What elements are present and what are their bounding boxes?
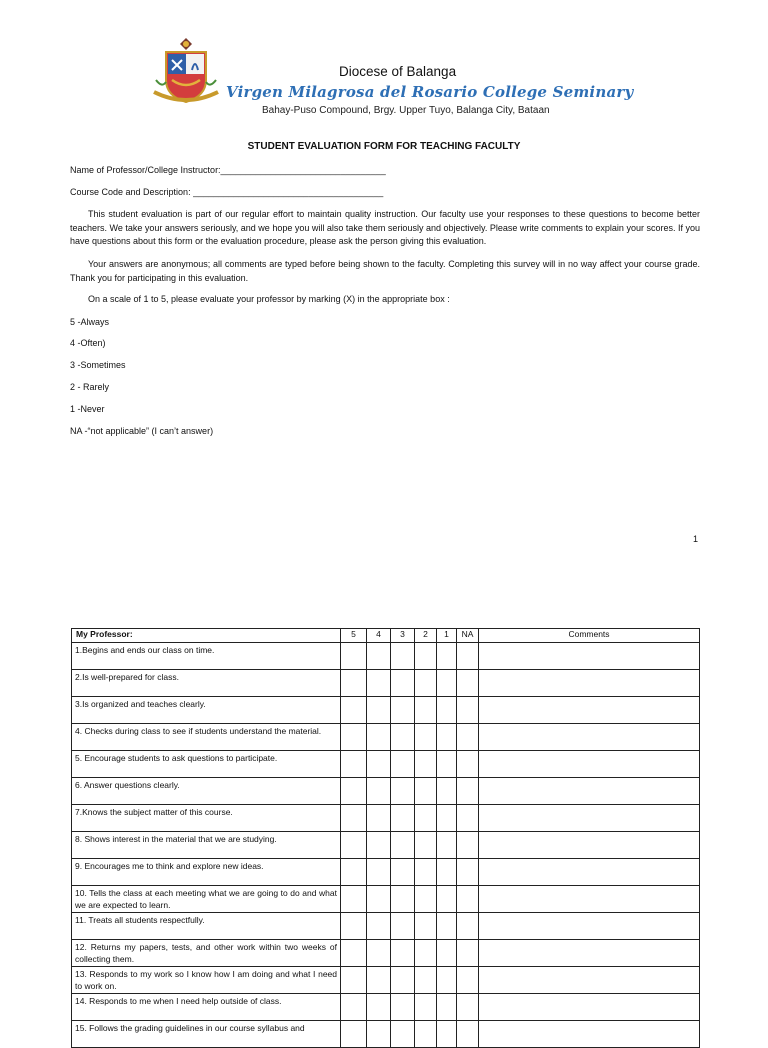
score-3-checkbox[interactable] <box>391 886 415 913</box>
comment-cell[interactable] <box>479 1021 700 1048</box>
score-5-checkbox[interactable] <box>341 832 367 859</box>
comment-cell[interactable] <box>479 778 700 805</box>
evaluation-item: 4. Checks during class to see if students understand the material. <box>72 724 341 751</box>
header-my-professor: My Professor: <box>72 629 341 643</box>
evaluation-item: 8. Shows interest in the material that we are studying. <box>72 832 341 859</box>
scale-item-5: 5 -Always <box>70 317 110 327</box>
comment-cell[interactable] <box>479 859 700 886</box>
score-4-checkbox[interactable] <box>367 940 391 967</box>
score-5-checkbox[interactable] <box>341 805 367 832</box>
score-5-checkbox[interactable] <box>341 913 367 940</box>
score-na-checkbox[interactable] <box>457 724 479 751</box>
scale-instruction: On a scale of 1 to 5, please evaluate your professor by marking (X) in the appropriate box : <box>88 294 450 304</box>
table-row <box>72 859 700 886</box>
page-number: 1 <box>693 534 699 544</box>
score-na-checkbox[interactable] <box>457 751 479 778</box>
score-2-checkbox[interactable] <box>415 1021 437 1048</box>
score-2-checkbox[interactable] <box>415 697 437 724</box>
comment-cell[interactable] <box>479 832 700 859</box>
evaluation-item: 2.Is well-prepared for class. <box>72 670 341 697</box>
comment-cell[interactable] <box>479 886 700 913</box>
evaluation-item: 7.Knows the subject matter of this course. <box>72 805 341 832</box>
score-4-checkbox[interactable] <box>367 805 391 832</box>
score-na-checkbox[interactable] <box>457 778 479 805</box>
header-comments: Comments <box>479 629 700 643</box>
score-2-checkbox[interactable] <box>415 805 437 832</box>
evaluation-item: 6. Answer questions clearly. <box>72 778 341 805</box>
table-row <box>72 724 700 751</box>
comment-cell[interactable] <box>479 805 700 832</box>
diocese-name: Diocese of Balanga <box>339 64 457 79</box>
score-3-checkbox[interactable] <box>391 643 415 670</box>
score-na-checkbox[interactable] <box>457 859 479 886</box>
table-row <box>72 1021 700 1048</box>
score-4-checkbox[interactable] <box>367 886 391 913</box>
score-na-checkbox[interactable] <box>457 967 479 994</box>
score-1-checkbox[interactable] <box>437 724 457 751</box>
comment-cell[interactable] <box>479 697 700 724</box>
score-2-checkbox[interactable] <box>415 913 437 940</box>
score-1-checkbox[interactable] <box>437 832 457 859</box>
score-3-checkbox[interactable] <box>391 994 415 1021</box>
score-4-checkbox[interactable] <box>367 1021 391 1048</box>
score-na-checkbox[interactable] <box>457 670 479 697</box>
score-1-checkbox[interactable] <box>437 859 457 886</box>
table-row <box>72 994 700 1021</box>
evaluation-item: 5. Encourage students to ask questions to participate. <box>72 751 341 778</box>
score-na-checkbox[interactable] <box>457 886 479 913</box>
score-2-checkbox[interactable] <box>415 751 437 778</box>
score-5-checkbox[interactable] <box>341 724 367 751</box>
comment-cell[interactable] <box>479 994 700 1021</box>
evaluation-item: 15. Follows the grading guidelines in our course syllabus and <box>72 1021 341 1048</box>
score-3-checkbox[interactable] <box>391 859 415 886</box>
score-5-checkbox[interactable] <box>341 940 367 967</box>
header-score-2: 2 <box>415 629 437 643</box>
evaluation-item: 1.Begins and ends our class on time. <box>72 643 341 670</box>
evaluation-item: 10. Tells the class at each meeting what we are going to do and what we are expected to learn. <box>72 886 341 913</box>
score-4-checkbox[interactable] <box>367 913 391 940</box>
evaluation-item: 9. Encourages me to think and explore new ideas. <box>72 859 341 886</box>
evaluation-item: 12. Returns my papers, tests, and other work within two weeks of collecting them. <box>72 940 341 967</box>
score-na-checkbox[interactable] <box>457 994 479 1021</box>
score-3-checkbox[interactable] <box>391 778 415 805</box>
score-2-checkbox[interactable] <box>415 886 437 913</box>
score-2-checkbox[interactable] <box>415 670 437 697</box>
seminary-name: Virgen Milagrosa del Rosario College Seminary <box>226 83 634 101</box>
score-5-checkbox[interactable] <box>341 670 367 697</box>
table-row <box>72 805 700 832</box>
comment-cell[interactable] <box>479 913 700 940</box>
score-5-checkbox[interactable] <box>341 643 367 670</box>
score-1-checkbox[interactable] <box>437 967 457 994</box>
comment-cell[interactable] <box>479 940 700 967</box>
score-2-checkbox[interactable] <box>415 859 437 886</box>
score-5-checkbox[interactable] <box>341 967 367 994</box>
score-3-checkbox[interactable] <box>391 751 415 778</box>
scale-item-1: 1 -Never <box>70 404 105 414</box>
evaluation-item: 14. Responds to me when I need help outside of class. <box>72 994 341 1021</box>
table-row <box>72 670 700 697</box>
score-4-checkbox[interactable] <box>367 670 391 697</box>
score-2-checkbox[interactable] <box>415 724 437 751</box>
intro-paragraph: This student evaluation is part of our regular effort to maintain quality instruction. Our faculty use your responses to these questions to become better teachers. We take your answers seriously, and we hope you will also take them seriously and objectively. Please write comments to explain your scores. If you have questions about this form or the evaluation procedure, please ask the person giving this evaluation. <box>70 209 700 247</box>
table-row <box>72 967 700 994</box>
score-na-checkbox[interactable] <box>457 1021 479 1048</box>
score-4-checkbox[interactable] <box>367 697 391 724</box>
score-1-checkbox[interactable] <box>437 670 457 697</box>
score-4-checkbox[interactable] <box>367 994 391 1021</box>
header-score-na: NA <box>457 629 479 643</box>
score-3-checkbox[interactable] <box>391 670 415 697</box>
professor-name-field[interactable]: Name of Professor/College Instructor:_________________________________ <box>70 165 386 175</box>
score-3-checkbox[interactable] <box>391 967 415 994</box>
score-na-checkbox[interactable] <box>457 697 479 724</box>
comment-cell[interactable] <box>479 724 700 751</box>
score-4-checkbox[interactable] <box>367 832 391 859</box>
score-na-checkbox[interactable] <box>457 805 479 832</box>
score-na-checkbox[interactable] <box>457 940 479 967</box>
header-score-1: 1 <box>437 629 457 643</box>
header-score-5: 5 <box>341 629 367 643</box>
score-1-checkbox[interactable] <box>437 751 457 778</box>
score-3-checkbox[interactable] <box>391 913 415 940</box>
score-2-checkbox[interactable] <box>415 994 437 1021</box>
score-5-checkbox[interactable] <box>341 751 367 778</box>
comment-cell[interactable] <box>479 643 700 670</box>
score-2-checkbox[interactable] <box>415 643 437 670</box>
score-4-checkbox[interactable] <box>367 751 391 778</box>
score-4-checkbox[interactable] <box>367 778 391 805</box>
evaluation-item: 3.Is organized and teaches clearly. <box>72 697 341 724</box>
score-4-checkbox[interactable] <box>367 859 391 886</box>
form-title: STUDENT EVALUATION FORM FOR TEACHING FACULTY <box>247 141 521 152</box>
score-5-checkbox[interactable] <box>341 886 367 913</box>
score-4-checkbox[interactable] <box>367 724 391 751</box>
table-row <box>72 886 700 913</box>
score-2-checkbox[interactable] <box>415 832 437 859</box>
seminary-seal-logo <box>152 36 220 108</box>
score-1-checkbox[interactable] <box>437 913 457 940</box>
scale-item-3: 3 -Sometimes <box>70 360 126 370</box>
score-1-checkbox[interactable] <box>437 1021 457 1048</box>
table-row <box>72 643 700 670</box>
score-3-checkbox[interactable] <box>391 940 415 967</box>
table-row <box>72 940 700 967</box>
scale-item-na: NA -“not applicable” (I can’t answer) <box>70 426 214 436</box>
seminary-address: Bahay-Puso Compound, Brgy. Upper Tuyo, Balanga City, Bataan <box>262 105 550 116</box>
score-na-checkbox[interactable] <box>457 832 479 859</box>
score-na-checkbox[interactable] <box>457 643 479 670</box>
score-3-checkbox[interactable] <box>391 697 415 724</box>
score-3-checkbox[interactable] <box>391 832 415 859</box>
score-2-checkbox[interactable] <box>415 778 437 805</box>
score-5-checkbox[interactable] <box>341 859 367 886</box>
score-3-checkbox[interactable] <box>391 724 415 751</box>
score-1-checkbox[interactable] <box>437 994 457 1021</box>
table-row <box>72 832 700 859</box>
score-4-checkbox[interactable] <box>367 967 391 994</box>
table-row <box>72 751 700 778</box>
scale-item-2: 2 - Rarely <box>70 382 110 392</box>
table-row <box>72 697 700 724</box>
score-1-checkbox[interactable] <box>437 940 457 967</box>
table-header-row <box>72 629 700 643</box>
comment-cell[interactable] <box>479 967 700 994</box>
score-1-checkbox[interactable] <box>437 886 457 913</box>
header-score-4: 4 <box>367 629 391 643</box>
comment-cell[interactable] <box>479 670 700 697</box>
score-2-checkbox[interactable] <box>415 967 437 994</box>
scale-item-4: 4 -Often) <box>70 338 106 348</box>
course-code-field[interactable]: Course Code and Description: ______________________________________ <box>70 187 384 197</box>
evaluation-table <box>71 628 700 1048</box>
score-5-checkbox[interactable] <box>341 1021 367 1048</box>
score-5-checkbox[interactable] <box>341 994 367 1021</box>
score-5-checkbox[interactable] <box>341 778 367 805</box>
evaluation-item: 11. Treats all students respectfully. <box>72 913 341 940</box>
score-1-checkbox[interactable] <box>437 805 457 832</box>
score-1-checkbox[interactable] <box>437 697 457 724</box>
table-row <box>72 913 700 940</box>
score-5-checkbox[interactable] <box>341 697 367 724</box>
score-3-checkbox[interactable] <box>391 805 415 832</box>
evaluation-item: 13. Responds to my work so I know how I am doing and what I need to work on. <box>72 967 341 994</box>
header-score-3: 3 <box>391 629 415 643</box>
score-1-checkbox[interactable] <box>437 778 457 805</box>
score-4-checkbox[interactable] <box>367 643 391 670</box>
score-2-checkbox[interactable] <box>415 940 437 967</box>
comment-cell[interactable] <box>479 751 700 778</box>
score-1-checkbox[interactable] <box>437 643 457 670</box>
score-3-checkbox[interactable] <box>391 1021 415 1048</box>
anonymity-paragraph: Your answers are anonymous; all comments are typed before being shown to the faculty. Completing this survey will in no way affect your course grade. Thank you for participating in this evaluation. <box>70 259 700 283</box>
score-na-checkbox[interactable] <box>457 913 479 940</box>
table-row <box>72 778 700 805</box>
